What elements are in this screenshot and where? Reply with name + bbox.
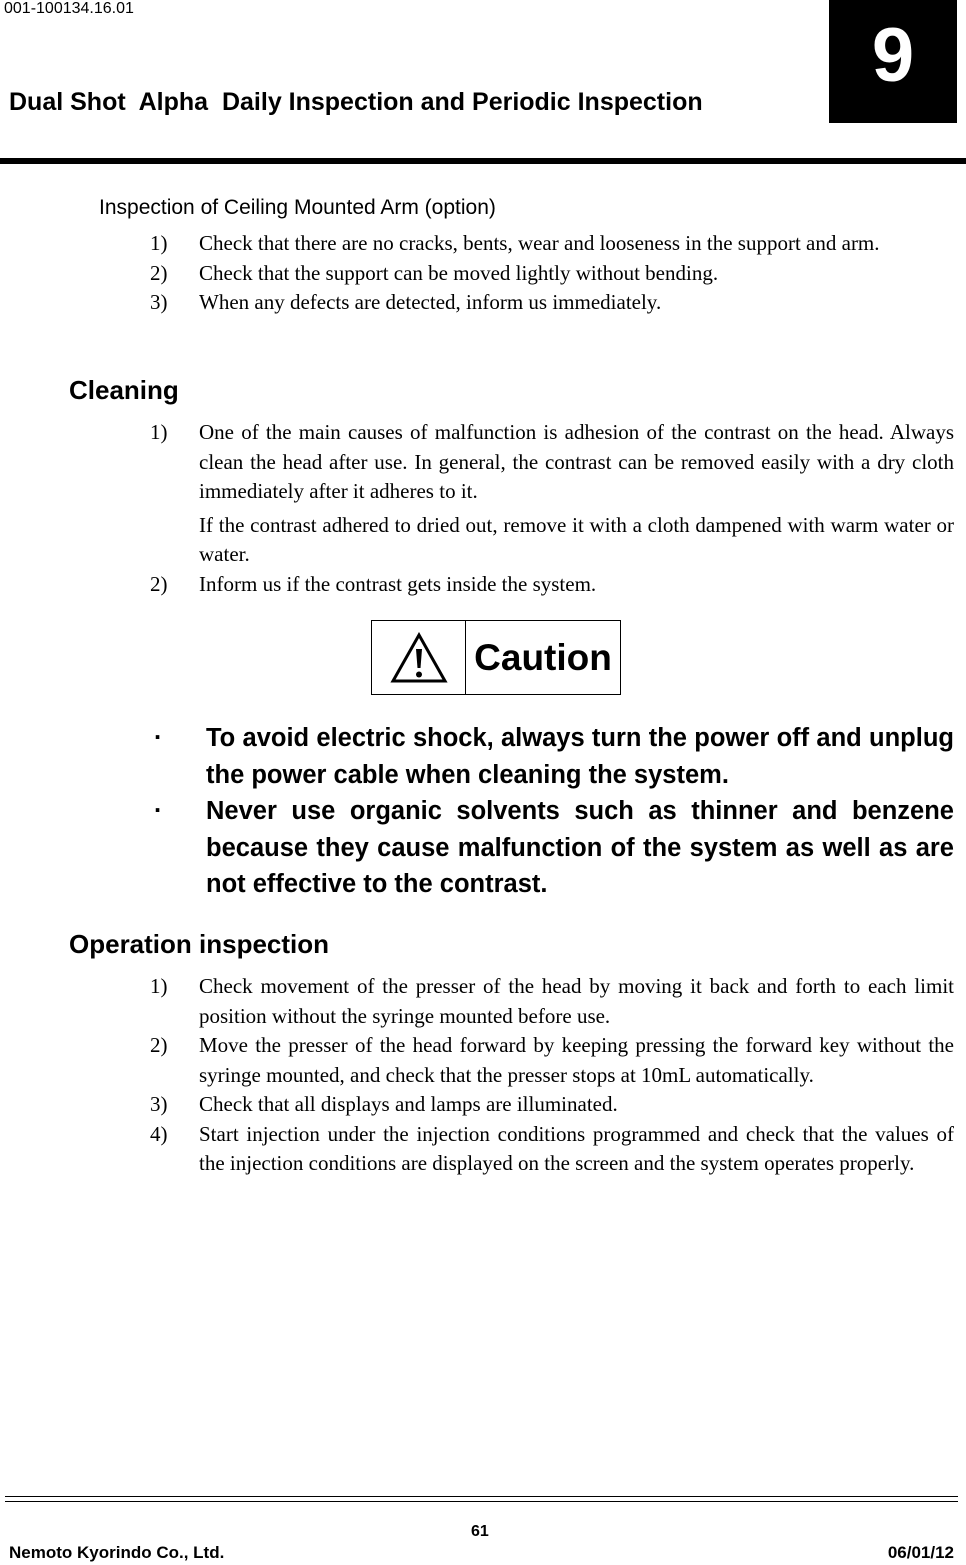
operation-list (150, 972, 954, 1179)
document-id: 001-100134.16.01 (4, 0, 134, 17)
footer-rule-bottom (5, 1501, 958, 1502)
item-number: 3) (150, 290, 168, 314)
list-item (150, 1090, 954, 1120)
footer-rule-top (5, 1496, 958, 1497)
list-item (150, 259, 954, 289)
page-header-title: Dual Shot Alpha Daily Inspection and Periodic Inspection (9, 88, 703, 116)
item-text: Move the presser of the head forward by keeping pressing the forward key without the syringe mounted, and check that the presser stops at 10mL automatically. (199, 1033, 954, 1087)
footer-date: 06/01/12 (887, 1543, 954, 1562)
bullet: · (154, 797, 163, 825)
caution-item (150, 720, 954, 793)
item-text: One of the main causes of malfunction is adhesion of the contrast on the head. Always clean the head after use. In general, the contrast can be removed easily with a dry cloth immediately after it adheres to it. (199, 420, 954, 503)
item-text: Check that there are no cracks, bents, wear and looseness in the support and arm. (199, 231, 880, 255)
caution-text: Never use organic solvents such as thinner and benzene because they cause malfunction of the system as well as are not effective to the contrast. (206, 797, 954, 898)
list-item (150, 1120, 954, 1179)
header-rule (0, 158, 966, 164)
chapter-number-box: 9 (829, 0, 957, 123)
ceiling-arm-heading: Inspection of Ceiling Mounted Arm (option) (99, 196, 496, 219)
cleaning-list (150, 418, 954, 599)
caution-label: Caution (474, 636, 612, 678)
item-continuation-text: If the contrast adhered to dried out, remove it with a cloth dampened with warm water or water. (199, 512, 954, 566)
caution-icon-cell (372, 621, 466, 694)
page-number: 61 (471, 1523, 489, 1540)
item-number: 2) (150, 260, 168, 285)
list-item (150, 972, 954, 1031)
list-item (150, 229, 954, 259)
item-text: Check that the support can be moved lightly without bending. (199, 260, 719, 285)
footer-company: Nemoto Kyorindo Co., Ltd. (9, 1543, 225, 1562)
caution-list (150, 720, 954, 903)
cleaning-heading: Cleaning (69, 375, 179, 405)
item-text: Check that all displays and lamps are illuminated. (199, 1092, 618, 1116)
item-text: When any defects are detected, inform us immediately. (199, 290, 662, 314)
item-number: 4) (150, 1121, 168, 1146)
list-item (150, 288, 954, 318)
item-number: 1) (150, 420, 168, 444)
item-number: 1) (150, 231, 168, 255)
caution-box (371, 620, 621, 695)
item-number: 2) (150, 1033, 168, 1057)
item-number: 3) (150, 1092, 168, 1116)
item-text: Inform us if the contrast gets inside the system. (199, 571, 597, 596)
caution-text: To avoid electric shock, always turn the power off and unplug the power cable when cleaning the system. (206, 724, 954, 789)
caution-item (150, 793, 954, 903)
ceiling-arm-list (150, 229, 954, 318)
item-number: 1) (150, 974, 168, 998)
list-item (150, 1031, 954, 1090)
warning-triangle-icon (390, 632, 448, 684)
operation-heading: Operation inspection (69, 929, 330, 959)
item-number: 2) (150, 571, 168, 596)
bullet: · (154, 724, 163, 752)
list-item (150, 570, 954, 600)
item-text: Start injection under the injection conditions programmed and check that the values of the injection conditions are displayed on the screen and the system operates properly. (199, 1121, 954, 1175)
list-item (150, 418, 954, 570)
item-text: Check movement of the presser of the head by moving it back and forth to each limit position without the syringe mounted before use. (199, 974, 954, 1028)
